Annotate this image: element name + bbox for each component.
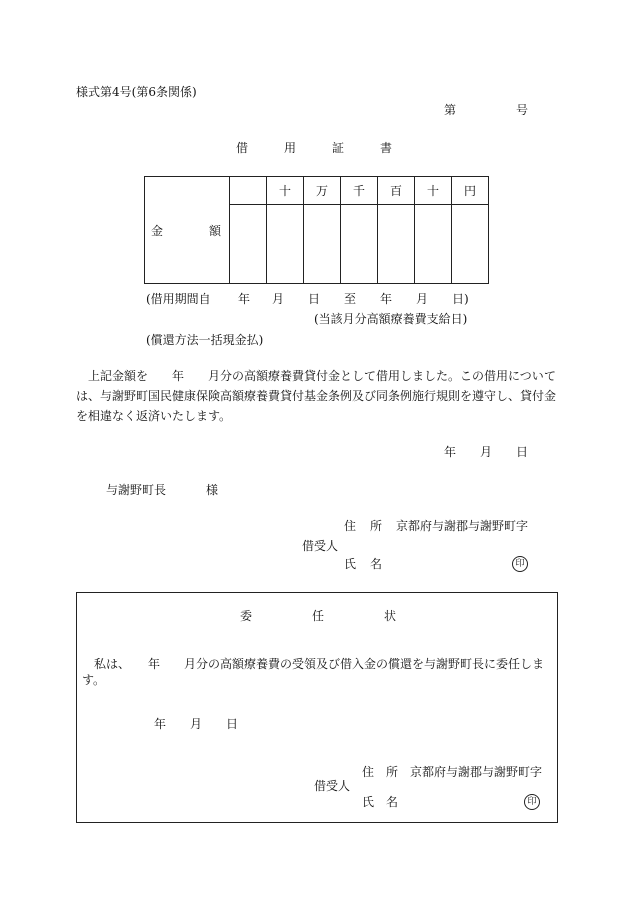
proxy-text-line-2: す。: [82, 673, 106, 687]
body-line-1: 上記金額を 年 月分の高額療養費貸付金として借用しました。この借用につい: [88, 369, 544, 383]
unit-juu-man: 十: [267, 177, 304, 205]
addressee-name: 与謝野町長: [106, 483, 167, 497]
amount-input-blank[interactable]: [230, 205, 267, 284]
amount-input-en[interactable]: [452, 205, 489, 284]
amount-label-gaku: 額: [208, 223, 221, 238]
borrower-address-value: 京都府与謝郡与謝野町字: [396, 519, 529, 533]
title-char-2: 用: [284, 141, 297, 155]
proxy-date-nen: 年: [154, 717, 167, 731]
borrower-address-label-2: 所: [370, 519, 383, 533]
amount-label-cell: [145, 177, 230, 284]
title-char-1: 借: [236, 141, 249, 155]
period-payment-date: (当該月分高額療養費支給日): [314, 312, 468, 326]
date-tsuki: 月: [480, 445, 493, 459]
date-hi: 日: [516, 445, 529, 459]
amount-input-hyaku[interactable]: [378, 205, 415, 284]
period-start-nen: 年: [238, 292, 251, 306]
form-number: 様式第4号(第6条関係): [76, 85, 197, 99]
period-start-hi: 日: [308, 292, 321, 306]
proxy-address-label-2: 所: [386, 765, 399, 779]
amount-input-man[interactable]: [304, 205, 341, 284]
seal-icon: 印: [512, 556, 528, 572]
proxy-borrower-label: 借受人: [314, 779, 351, 793]
unit-man: 万: [304, 177, 341, 205]
unit-sen: 千: [341, 177, 378, 205]
amount-input-juu-man[interactable]: [267, 205, 304, 284]
amount-label-kin: 金: [151, 223, 164, 238]
proxy-seal-icon: 印: [524, 794, 540, 810]
proxy-text-line-1: 私は、 年 月分の高額療養費の受領及び借入金の償還を与謝野町長に委任しま: [94, 657, 545, 671]
serial-dai: 第: [444, 103, 457, 117]
body-line-3: を相違なく返済いたします。: [76, 409, 232, 423]
proxy-name-label-1: 氏: [362, 795, 375, 809]
proxy-title-char-3: 状: [384, 609, 397, 623]
unit-juu: 十: [415, 177, 452, 205]
date-nen: 年: [444, 445, 457, 459]
proxy-address-label-1: 住: [362, 765, 375, 779]
title-char-3: 証: [332, 141, 345, 155]
period-end-tsuki: 月: [416, 292, 429, 306]
unit-en: 円: [452, 177, 489, 205]
amount-input-sen[interactable]: [341, 205, 378, 284]
proxy-date-tsuki: 月: [190, 717, 203, 731]
title-char-4: 書: [380, 141, 393, 155]
proxy-title-char-1: 委: [240, 609, 253, 623]
proxy-date-hi: 日: [226, 717, 239, 731]
borrower-name-label-1: 氏: [344, 557, 357, 571]
amount-table: [144, 176, 489, 284]
addressee-sama: 様: [206, 483, 219, 497]
body-line-2: は、与謝野町国民健康保険高額療養費貸付基金条例及び同条例施行規則を遵守し、貸付金: [76, 389, 557, 403]
period-end-nen: 年: [380, 292, 393, 306]
borrower-address-label-1: 住: [344, 519, 357, 533]
repayment-method: (償還方法一括現金払): [146, 333, 264, 347]
proxy-title-char-2: 任: [312, 609, 325, 623]
proxy-address-value: 京都府与謝郡与謝野町字: [410, 765, 543, 779]
proxy-name-label-2: 名: [386, 795, 399, 809]
borrower-label: 借受人: [302, 539, 339, 553]
body-line-1-tail: て: [544, 369, 557, 383]
serial-gou: 号: [516, 103, 529, 117]
borrower-name-label-2: 名: [370, 557, 383, 571]
period-itaru: 至: [344, 292, 357, 306]
blank-head-cell: [230, 177, 267, 205]
unit-hyaku: 百: [378, 177, 415, 205]
period-end-hi: 日): [452, 292, 469, 306]
period-start-label: (借用期間自: [146, 292, 211, 306]
amount-input-juu[interactable]: [415, 205, 452, 284]
period-start-tsuki: 月: [272, 292, 285, 306]
